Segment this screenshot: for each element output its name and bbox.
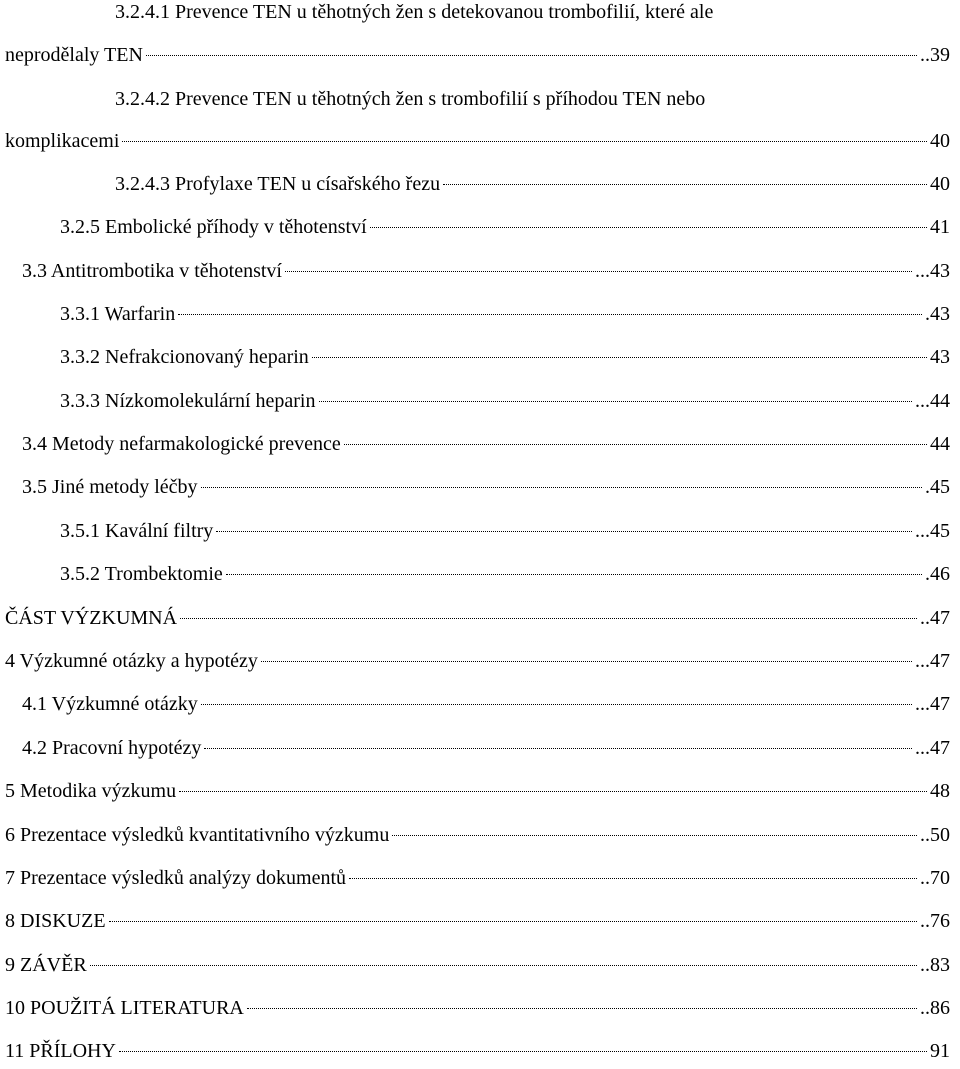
- toc-page-number: ...47: [915, 693, 950, 715]
- toc-entry-title: 3.2.4.1 Prevence TEN u těhotných žen s detekovanou trombofilií, které ale: [115, 1, 714, 23]
- toc-page-number: ...47: [915, 650, 950, 672]
- toc-entry[interactable]: [22, 429, 950, 459]
- toc-entry-title: 3.5 Jiné metody léčby: [22, 476, 198, 498]
- dot-leader: [201, 704, 912, 705]
- dot-leader: [204, 748, 912, 749]
- toc-entry[interactable]: [60, 342, 950, 372]
- toc-entry-title: 4.1 Výzkumné otázky: [22, 693, 198, 715]
- toc-entry-title: 3.2.4.3 Profylaxe TEN u císařského řezu: [115, 173, 441, 195]
- toc-page-number: ...44: [915, 390, 950, 412]
- dot-leader: [285, 271, 912, 272]
- dot-leader: [349, 878, 917, 879]
- dot-leader: [226, 574, 922, 575]
- toc-entry-title: 9 ZÁVĚR: [5, 954, 87, 976]
- toc-entry[interactable]: [5, 1036, 950, 1066]
- dot-leader: [178, 314, 922, 315]
- dot-leader: [319, 401, 913, 402]
- toc-entry-title: 4.2 Pracovní hypotézy: [22, 737, 202, 759]
- toc-page-number: .43: [925, 303, 950, 325]
- toc-entry-title: 5 Metodika výzkumu: [5, 780, 177, 802]
- toc-entry[interactable]: [5, 863, 950, 893]
- toc-page-number: ..76: [920, 910, 950, 932]
- toc-page-number: .46: [925, 563, 950, 585]
- toc-entry-title: neprodělaly TEN: [5, 44, 143, 66]
- toc-entry-title: 3.3 Antitrombotika v těhotenství: [22, 260, 282, 282]
- toc-entry-title: 3.3.2 Nefrakcionovaný heparin: [60, 346, 309, 368]
- toc-entry[interactable]: [60, 212, 950, 242]
- toc-entry-title: komplikacemi: [5, 130, 120, 152]
- dot-leader: [247, 1008, 917, 1009]
- toc-entry[interactable]: [60, 516, 950, 546]
- toc-entry-line1: [115, 0, 950, 27]
- dot-leader: [216, 531, 912, 532]
- toc-entry-title: 8 DISKUZE: [5, 910, 106, 932]
- dot-leader: [180, 618, 917, 619]
- toc-entry[interactable]: [5, 906, 950, 936]
- toc-page-number: .45: [925, 476, 950, 498]
- dot-leader: [261, 661, 912, 662]
- toc-entry[interactable]: [22, 256, 950, 286]
- dot-leader: [344, 444, 927, 445]
- toc-page-number: ..50: [920, 824, 950, 846]
- toc-entry-title: 3.2.4.2 Prevence TEN u těhotných žen s trombofilií s příhodou TEN nebo: [115, 88, 706, 110]
- toc-entry-title: 3.2.5 Embolické příhody v těhotenství: [60, 216, 367, 238]
- dot-leader: [392, 835, 917, 836]
- dot-leader: [370, 227, 927, 228]
- toc-page-number: 44: [930, 433, 950, 455]
- toc-entry-title: 11 PŘÍLOHY: [5, 1040, 116, 1062]
- toc-entry[interactable]: [22, 689, 950, 719]
- toc-page-number: 40: [930, 173, 950, 195]
- toc-page-number: ..39: [920, 44, 950, 66]
- toc-entry[interactable]: [5, 820, 950, 850]
- toc-entry[interactable]: [60, 559, 950, 589]
- dot-leader: [443, 184, 927, 185]
- toc-entry-title: 4 Výzkumné otázky a hypotézy: [5, 650, 258, 672]
- toc-entry-title: 3.3.1 Warfarin: [60, 303, 176, 325]
- toc-entry[interactable]: [5, 950, 950, 980]
- toc-page-number: ..86: [920, 997, 950, 1019]
- toc-entry-title: 7 Prezentace výsledků analýzy dokumentů: [5, 867, 346, 889]
- toc-page-number: ...45: [915, 520, 950, 542]
- toc-entry[interactable]: [5, 646, 950, 676]
- toc-entry[interactable]: [60, 299, 950, 329]
- toc-page-number: 41: [930, 216, 950, 238]
- dot-leader: [312, 357, 927, 358]
- toc-entry[interactable]: [60, 386, 950, 416]
- toc-entry[interactable]: [115, 169, 950, 199]
- toc-page-number: ..83: [920, 954, 950, 976]
- toc-entry-title: 3.3.3 Nízkomolekulární heparin: [60, 390, 316, 412]
- toc-entry-title: 3.5.1 Kavální filtry: [60, 520, 214, 542]
- toc-page-number: ..70: [920, 867, 950, 889]
- toc-page-number: 40: [930, 130, 950, 152]
- dot-leader: [119, 1051, 927, 1052]
- dot-leader: [179, 791, 927, 792]
- toc-entry[interactable]: [22, 733, 950, 763]
- toc-page-number: ..47: [920, 607, 950, 629]
- toc-entry-line1: [115, 84, 950, 114]
- toc-page-number: ...43: [915, 260, 950, 282]
- toc-entry[interactable]: [5, 603, 950, 633]
- dot-leader: [90, 965, 917, 966]
- toc-entry[interactable]: [5, 776, 950, 806]
- toc-entry-title: 6 Prezentace výsledků kvantitativního výzkumu: [5, 824, 390, 846]
- toc-entry-title: 3.4 Metody nefarmakologické prevence: [22, 433, 341, 455]
- dot-leader: [122, 141, 927, 142]
- toc-entry[interactable]: [5, 993, 950, 1023]
- toc-page-number: ...47: [915, 737, 950, 759]
- toc-entry[interactable]: [5, 40, 950, 70]
- dot-leader: [109, 921, 917, 922]
- toc-entry-title: 10 POUŽITÁ LITERATURA: [5, 997, 244, 1019]
- dot-leader: [201, 487, 922, 488]
- toc-entry-title: ČÁST VÝZKUMNÁ: [5, 607, 178, 629]
- toc-entry[interactable]: [22, 472, 950, 502]
- toc-page-number: 43: [930, 346, 950, 368]
- dot-leader: [146, 55, 917, 56]
- toc-entry-title: 3.5.2 Trombektomie: [60, 563, 223, 585]
- toc-page-number: 91: [930, 1040, 950, 1062]
- toc-page-number: 48: [930, 780, 950, 802]
- toc-entry[interactable]: [5, 126, 950, 156]
